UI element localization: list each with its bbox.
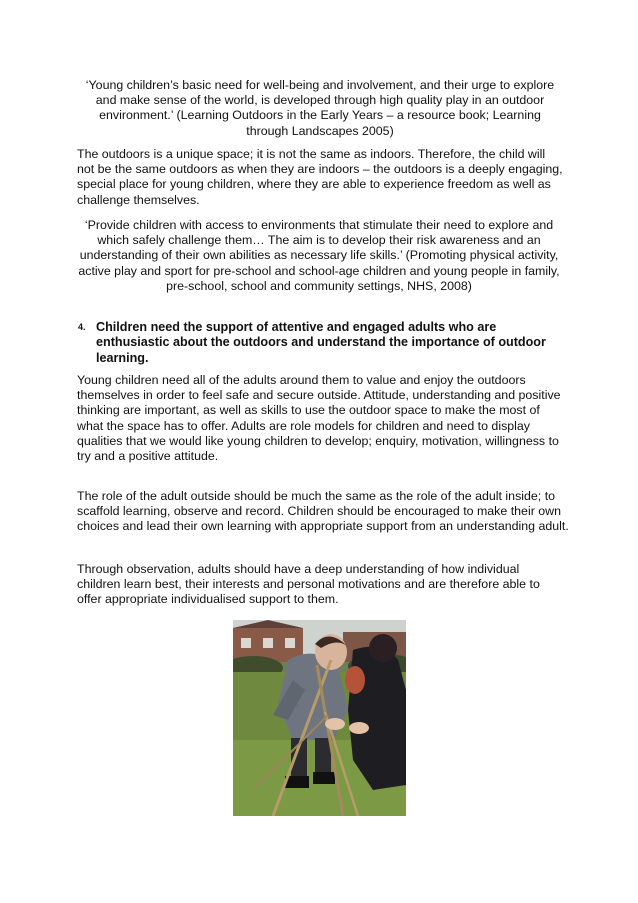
outdoor-learning-photo (233, 620, 406, 816)
quote-nhs-physical-activity: ‘Provide children with access to environments that stimulate their need to explore and which safely challenge them… The aim is to develop their risk awareness and an understanding of their own abilities as necessary life skills.’ (Promoting physical activity, active play and sport for pre-school and school-age children and young people in family, pre-school, school and community settings, NHS, 2008) (78, 218, 560, 293)
section-heading: Children need the support of attentive and engaged adults who are enthusiastic about the outdoors and understand the importance of outdoor learning. (96, 320, 546, 365)
photo-child-adult-willow-icon (233, 620, 406, 816)
section-number: 4. (78, 322, 86, 332)
paragraph-observation: Through observation, adults should have a deep understanding of how individual children learn best, their interests and personal motivations and are therefore able to offer appropriate individualised support to them. (77, 562, 540, 607)
paragraph-role-of-adult: The role of the adult outside should be much the same as the role of the adult inside; to scaffold learning, observe and record. Children should be encouraged to make their own choices and lead their own learning with appropriate support from an understanding adult. (77, 489, 569, 534)
paragraph-adults-role-models: Young children need all of the adults around them to value and enjoy the outdoors themselves in order to feel safe and secure outside. Attitude, understanding and positive thinking are important, as well as skills to use the outdoor space to make the most of what the space has to offer. Adults are role models for children and need to display qualities that we would like young children to develop; enquiry, motivation, willingness to try and a positive attitude. (77, 373, 561, 464)
quote-learning-outdoors: ‘Young children’s basic need for well-being and involvement, and their urge to explore and make sense of the world, is developed through high quality play in an outdoor environment.’ (Learning Outdoors in the Early Years – a resource book; Learning through Landscapes 2005) (85, 78, 555, 138)
paragraph-unique-space: The outdoors is a unique space; it is not the same as indoors. Therefore, the child will not be the same outdoors as when they are indoors – the outdoors is a deeply engaging, special place for young children, where they are able to experience freedom as well as challenge themselves. (77, 147, 563, 207)
